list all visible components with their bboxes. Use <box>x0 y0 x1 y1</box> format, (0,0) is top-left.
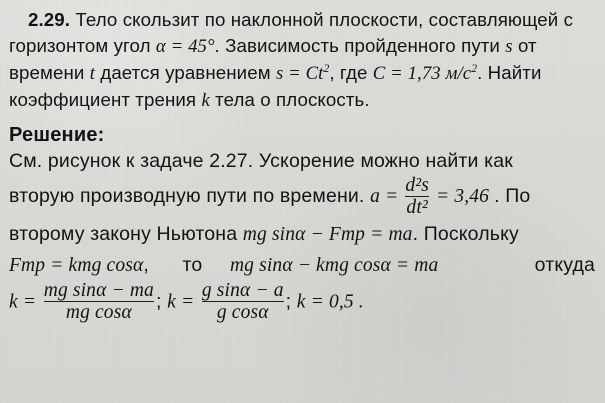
constant-equation: C = 1,73 $м/с^2$ <box>372 61 478 84</box>
solution-line-3 <box>9 219 595 250</box>
solution-text-2b: . По <box>494 184 531 207</box>
k-fraction-1-numerator: mg sinα − ma <box>43 280 154 301</box>
problem-statement <box>9 0 595 114</box>
then-word: то <box>182 253 203 276</box>
comma-4: , <box>143 253 149 276</box>
friction-force-equation: Fтр = kmg cosα <box>9 254 144 276</box>
time-variable: t <box>89 63 96 84</box>
k-formula-middle: k = <box>167 291 195 313</box>
problem-line-3 <box>9 60 595 87</box>
solution-text-2a: вторую производную пути по времени. <box>9 184 365 207</box>
derivative-numerator: d²s <box>405 176 429 196</box>
newton-equation: mg sinα − Fтр = ma <box>242 223 413 245</box>
k-formula-left: k = <box>9 291 37 313</box>
motion-equation: $s = Ct^2$ <box>275 61 330 84</box>
semicolon-1: ; <box>155 290 162 313</box>
problem-line-1 <box>9 7 595 33</box>
problem-text-3a: времени <box>9 62 85 83</box>
k-fraction-1-denominator: mg cosα <box>44 301 154 323</box>
k-fraction-2-numerator: g sinα − a <box>201 280 284 301</box>
solution-text-3a: второму закону Ньютона <box>9 222 238 245</box>
problem-text-3d: . Найти <box>477 62 542 83</box>
problem-line-2 <box>9 33 595 60</box>
friction-coefficient-variable: k <box>201 90 210 111</box>
whence-word: откуда <box>534 253 595 276</box>
solution-line-4 <box>9 250 595 281</box>
solution-title: Решение: <box>9 124 105 146</box>
problem-text-2b: . Зависимость пройденного пути <box>214 35 500 56</box>
second-derivative-fraction <box>405 176 429 219</box>
k-fraction-2-denominator: g cosα <box>202 301 284 323</box>
solution-text <box>9 146 595 324</box>
angle-equation: α = 45° <box>155 36 215 57</box>
problem-text-2c: от <box>517 35 537 56</box>
solution-line-5 <box>9 281 595 324</box>
problem-text-3c: , где <box>329 62 368 83</box>
solution-line-2 <box>9 176 595 219</box>
force-balance-equation: mg sinα − kmg cosα = ma <box>229 254 439 276</box>
problem-text-3b: дается уравнением <box>100 62 271 83</box>
solution-text-3b: . Поскольку <box>412 222 519 245</box>
acceleration-equation: a = $\frac{\text{d²s}}{\text{dt²}}$ = 3,46 <box>370 176 490 219</box>
problem-text-4b: тела о плоскость. <box>215 89 370 110</box>
k-fraction-2 <box>202 281 284 324</box>
k-fraction-1 <box>44 281 154 324</box>
problem-text-1: Тело скользит по наклонной плоскости, составляющей с <box>75 9 574 30</box>
problem-number: 2.29. <box>28 9 71 30</box>
solution-line-1: См. рисунок к задаче 2.27. Ускорение можно найти как <box>9 150 513 172</box>
problem-text-4a: коэффициент трения <box>9 89 197 110</box>
path-variable: s <box>505 36 513 57</box>
semicolon-2: ; <box>285 290 292 313</box>
k-final-result: k = 0,5 . <box>296 291 364 313</box>
problem-line-4 <box>9 87 595 114</box>
problem-text-2a: горизонтом угол <box>9 35 151 56</box>
derivative-denominator: dt² <box>406 197 428 219</box>
